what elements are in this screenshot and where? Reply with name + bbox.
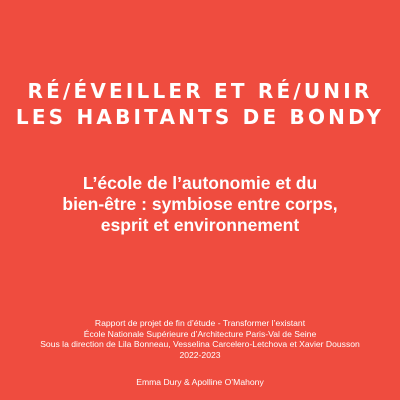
authors: Emma Dury & Apolline O’Mahony [136, 377, 264, 387]
subtitle-line-3: esprit et environnement [100, 215, 300, 235]
project-credits [0, 318, 400, 360]
supervisors: Sous la direction de Lila Bonneau, Vesselina Carcelero-Letchova et Xavier Dousson [40, 339, 360, 349]
subtitle-line-1: L’école de l’autonomie et du [82, 173, 318, 193]
document-title [0, 78, 400, 130]
report-type: Rapport de projet de fin d’étude - Transformer l’existant [94, 318, 306, 328]
title-line-2: LES HABITANTS DE BONDY [15, 105, 385, 129]
school-name: École Nationale Supérieure d’Architecture Paris-Val de Seine [83, 328, 317, 339]
academic-year: 2022-2023 [179, 349, 221, 360]
subtitle-line-2: bien-être : symbiose entre corps, [62, 194, 338, 214]
document-subtitle [0, 173, 400, 236]
title-line-1: RÉ/ÉVEILLER ET RÉ/UNIR [27, 79, 373, 103]
